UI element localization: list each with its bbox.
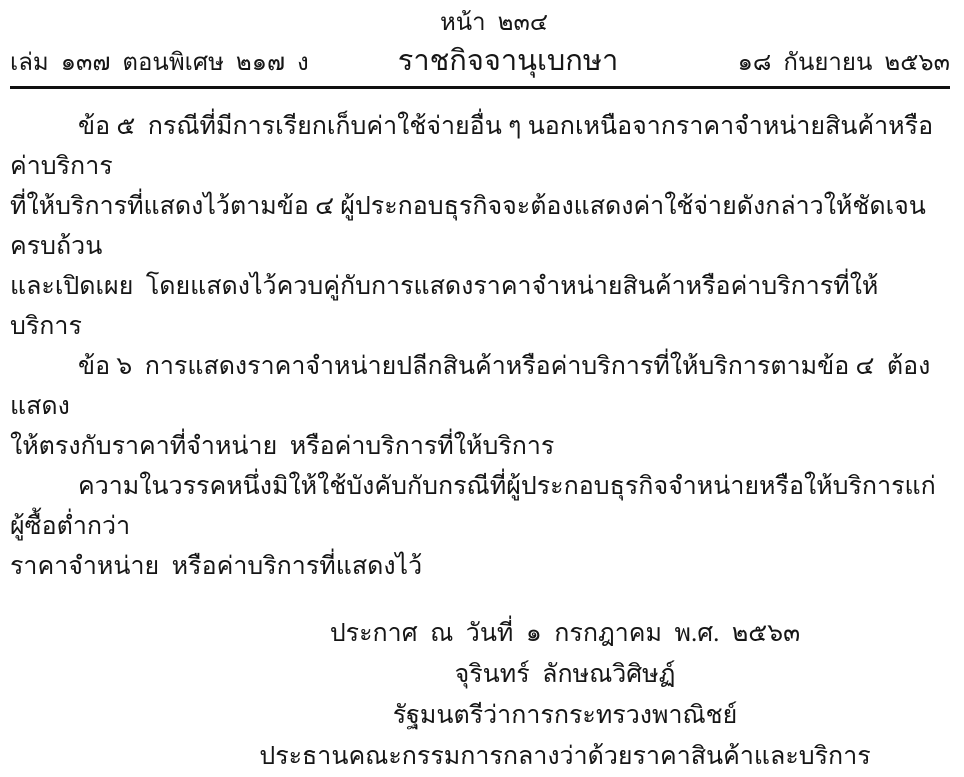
body-line-clause6-2: ให้ตรงกับราคาที่จำหน่าย หรือค่าบริการที่ให้บริการ	[10, 433, 555, 460]
body-line-clause5-3: และเปิดเผย โดยแสดงไว้ควบคู่กับการแสดงราคาจำหน่ายสินค้าหรือค่าบริการที่ให้บริการ	[10, 273, 879, 340]
body-line-clause6-4: ราคาจำหน่าย หรือค่าบริการที่แสดงไว้	[10, 553, 423, 580]
body-line-clause5-2: ที่ให้บริการที่แสดงไว้ตามข้อ ๔ ผู้ประกอบธุรกิจจะต้องแสดงค่าใช้จ่ายดังกล่าวให้ชัดเจนครบถ้วน	[10, 193, 926, 260]
publication-date: ๑๘ กันยายน ๒๕๖๓	[737, 50, 950, 76]
body-line-clause6-1: ข้อ ๖ การแสดงราคาจำหน่ายปลีกสินค้าหรือค่าบริการที่ให้บริการตามข้อ ๔ ต้องแสดง	[10, 353, 931, 420]
body-line-clause5-1: ข้อ ๕ กรณีที่มีการเรียกเก็บค่าใช้จ่ายอื่น ๆ นอกเหนือจากราคาจำหน่ายสินค้าหรือค่าบริการ	[10, 113, 934, 180]
page-header	[10, 4, 950, 89]
signer-name: จุรินทร์ ลักษณวิศิษฏ์	[454, 661, 676, 688]
proclamation-date-line: ประกาศ ณ วันที่ ๑ กรกฎาคม พ.ศ. ๒๕๖๓	[329, 620, 801, 647]
gazette-title: ราชกิจจานุเบกษา	[397, 45, 619, 77]
page-number: หน้า ๒๓๔	[439, 10, 549, 36]
signer-title-minister: รัฐมนตรีว่าการกระทรวงพาณิชย์	[392, 702, 738, 729]
body-line-clause6-3: ความในวรรคหนึ่งมิให้ใช้บังคับกับกรณีที่ผู้ประกอบธุรกิจจำหน่ายหรือให้บริการแก่ผู้ซื้อต่ำกว่า	[10, 473, 936, 540]
document-body	[10, 107, 950, 587]
masthead-row	[10, 42, 950, 82]
header-divider	[10, 86, 950, 89]
signer-title-chairman: ประธานคณะกรรมการกลางว่าด้วยราคาสินค้าและบริการ	[259, 743, 871, 770]
volume-issue-label: เล่ม ๑๓๗ ตอนพิเศษ ๒๑๗ ง	[10, 50, 309, 76]
signature-block	[190, 613, 940, 777]
